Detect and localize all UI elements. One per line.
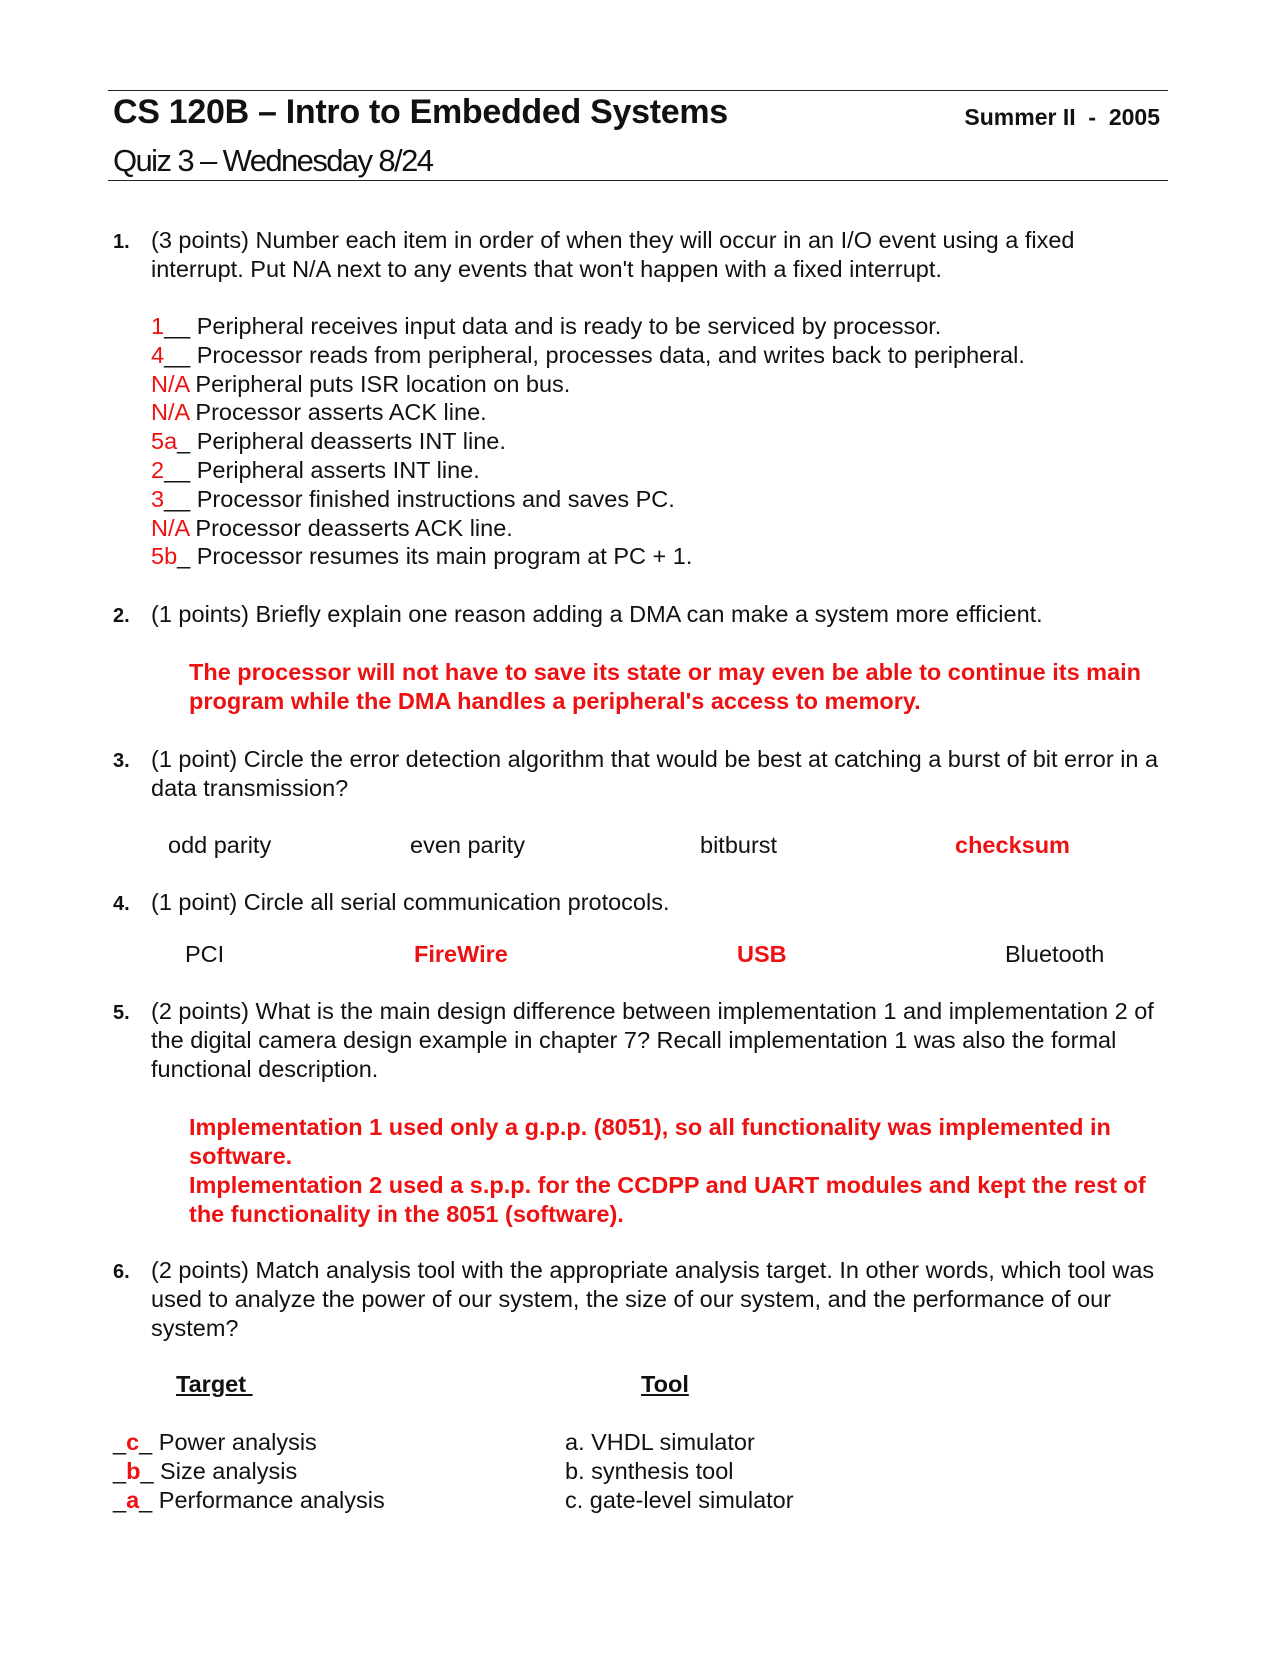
list-item [151,341,1025,370]
list-item: a. VHDL simulator [565,1429,755,1455]
option-checksum: checksum [955,832,1070,858]
answer-blank: _ [177,543,191,570]
header-bottom-rule [108,180,1168,181]
answer-blank: __ [164,341,191,368]
option-pci: PCI [185,941,225,967]
answer-blank: _ [177,428,191,455]
list-item [151,456,1025,485]
option-firewire: FireWire [414,941,508,967]
question-text: (1 point) Circle all serial communication protocols. [151,889,670,915]
target-header: Target [176,1371,253,1397]
question-6 [113,1256,1173,1343]
question-number: 2. [113,605,130,627]
answer-number: 1 [151,313,165,339]
list-item [151,542,1025,571]
question-number: 3. [113,750,130,772]
question-text: (1 points) Briefly explain one reason adding a DMA can make a system more efficient. [151,601,1043,627]
quiz-subtitle: Quiz 3 – Wednesday 8/24 [113,143,433,178]
match-answer: c [126,1429,140,1455]
question-1 [113,226,1173,284]
item-text: Processor reads from peripheral, processes data, and writes back to peripheral. [190,341,1025,368]
target-text: Size analysis [153,1458,298,1484]
option-odd-parity: odd parity [168,832,272,858]
question-text: (2 points) What is the main design difference between implementation 1 and implementation 2 of the digital camera design example in chapter 7? Recall implementation 1 was also the formal functional description. [151,998,1154,1082]
item-text: Processor deasserts ACK line. [188,514,513,541]
question-2 [113,600,1173,629]
item-text: Processor finished instructions and saves PC. [190,485,675,512]
list-item [151,398,1025,427]
option-bitburst: bitburst [700,832,778,858]
list-item [151,514,1025,543]
q5-answer [189,1113,1169,1229]
question-number: 5. [113,1002,130,1024]
list-item: _a_ Performance analysis [113,1487,385,1513]
list-item [151,485,1025,514]
item-text: Peripheral puts ISR location on bus. [188,370,571,397]
question-5 [113,997,1173,1084]
answer-number: N/A [151,370,189,397]
question-text: (1 point) Circle the error detection algorithm that would be best at catching a burst of bit error in a data transmission? [151,746,1159,801]
answer-number: N/A [151,399,189,426]
question-number: 4. [113,893,130,915]
list-item [151,427,1025,456]
option-usb: USB [737,941,787,967]
list-item: b. synthesis tool [565,1458,734,1484]
list-item: _b_ Size analysis [113,1458,298,1484]
list-item [151,312,1025,341]
term-label: Summer II - 2005 [964,104,1160,130]
question-number: 1. [113,231,130,253]
item-text: Peripheral asserts INT line. [190,456,480,483]
question-number: 6. [113,1261,130,1283]
list-item: _c_ Power analysis [113,1429,317,1455]
answer-number: N/A [151,514,189,541]
tool-list [565,1428,794,1515]
answer-implementation-1: Implementation 1 used only a g.p.p. (8051), so all functionality was implemented in software. [189,1114,1111,1169]
list-item: c. gate-level simulator [565,1487,794,1513]
answer-implementation-2: Implementation 2 used a s.p.p. for the CCDPP and UART modules and kept the rest of the functionality in the 8051 (software). [189,1172,1146,1227]
question-3 [113,745,1173,803]
course-title: CS 120B – Intro to Embedded Systems [113,93,728,131]
target-text: Power analysis [152,1429,317,1455]
target-text: Performance analysis [152,1487,385,1513]
answer-number: 2 [151,456,165,483]
list-item [151,370,1025,399]
question-4 [113,888,1173,917]
q1-item-list [151,312,1025,571]
q2-answer: The processor will not have to save its state or may even be able to continue its main program while the DMA handles a peripheral's access to memory. [189,659,1142,714]
item-text: Peripheral deasserts INT line. [190,428,506,455]
option-even-parity: even parity [410,832,525,858]
question-text: (2 points) Match analysis tool with the appropriate analysis target. In other words, which tool was used to analyze the power of our system, the size of our system, and the performance of our system? [151,1257,1155,1341]
answer-blank: __ [164,313,191,339]
question-text: (3 points) Number each item in order of when they will occur in an I/O event using a fixed interrupt. Put N/A next to any events that won't happen with a fixed interrupt. [151,227,1075,282]
answer-blank: __ [164,456,191,483]
answer-number: 5b [151,543,178,570]
answer-blank: __ [164,485,191,512]
target-list [113,1428,385,1515]
answer-number: 4 [151,341,165,368]
answer-number: 3 [151,485,165,512]
header-top-rule [108,90,1168,91]
option-bluetooth: Bluetooth [1005,941,1105,967]
match-answer: b [126,1458,141,1484]
item-text: Processor asserts ACK line. [188,399,487,426]
item-text: Peripheral receives input data and is ready to be serviced by processor. [190,313,942,339]
match-answer: a [126,1487,140,1513]
item-text: Processor resumes its main program at PC + 1. [190,543,693,570]
tool-header: Tool [641,1371,689,1397]
answer-number: 5a [151,428,178,455]
